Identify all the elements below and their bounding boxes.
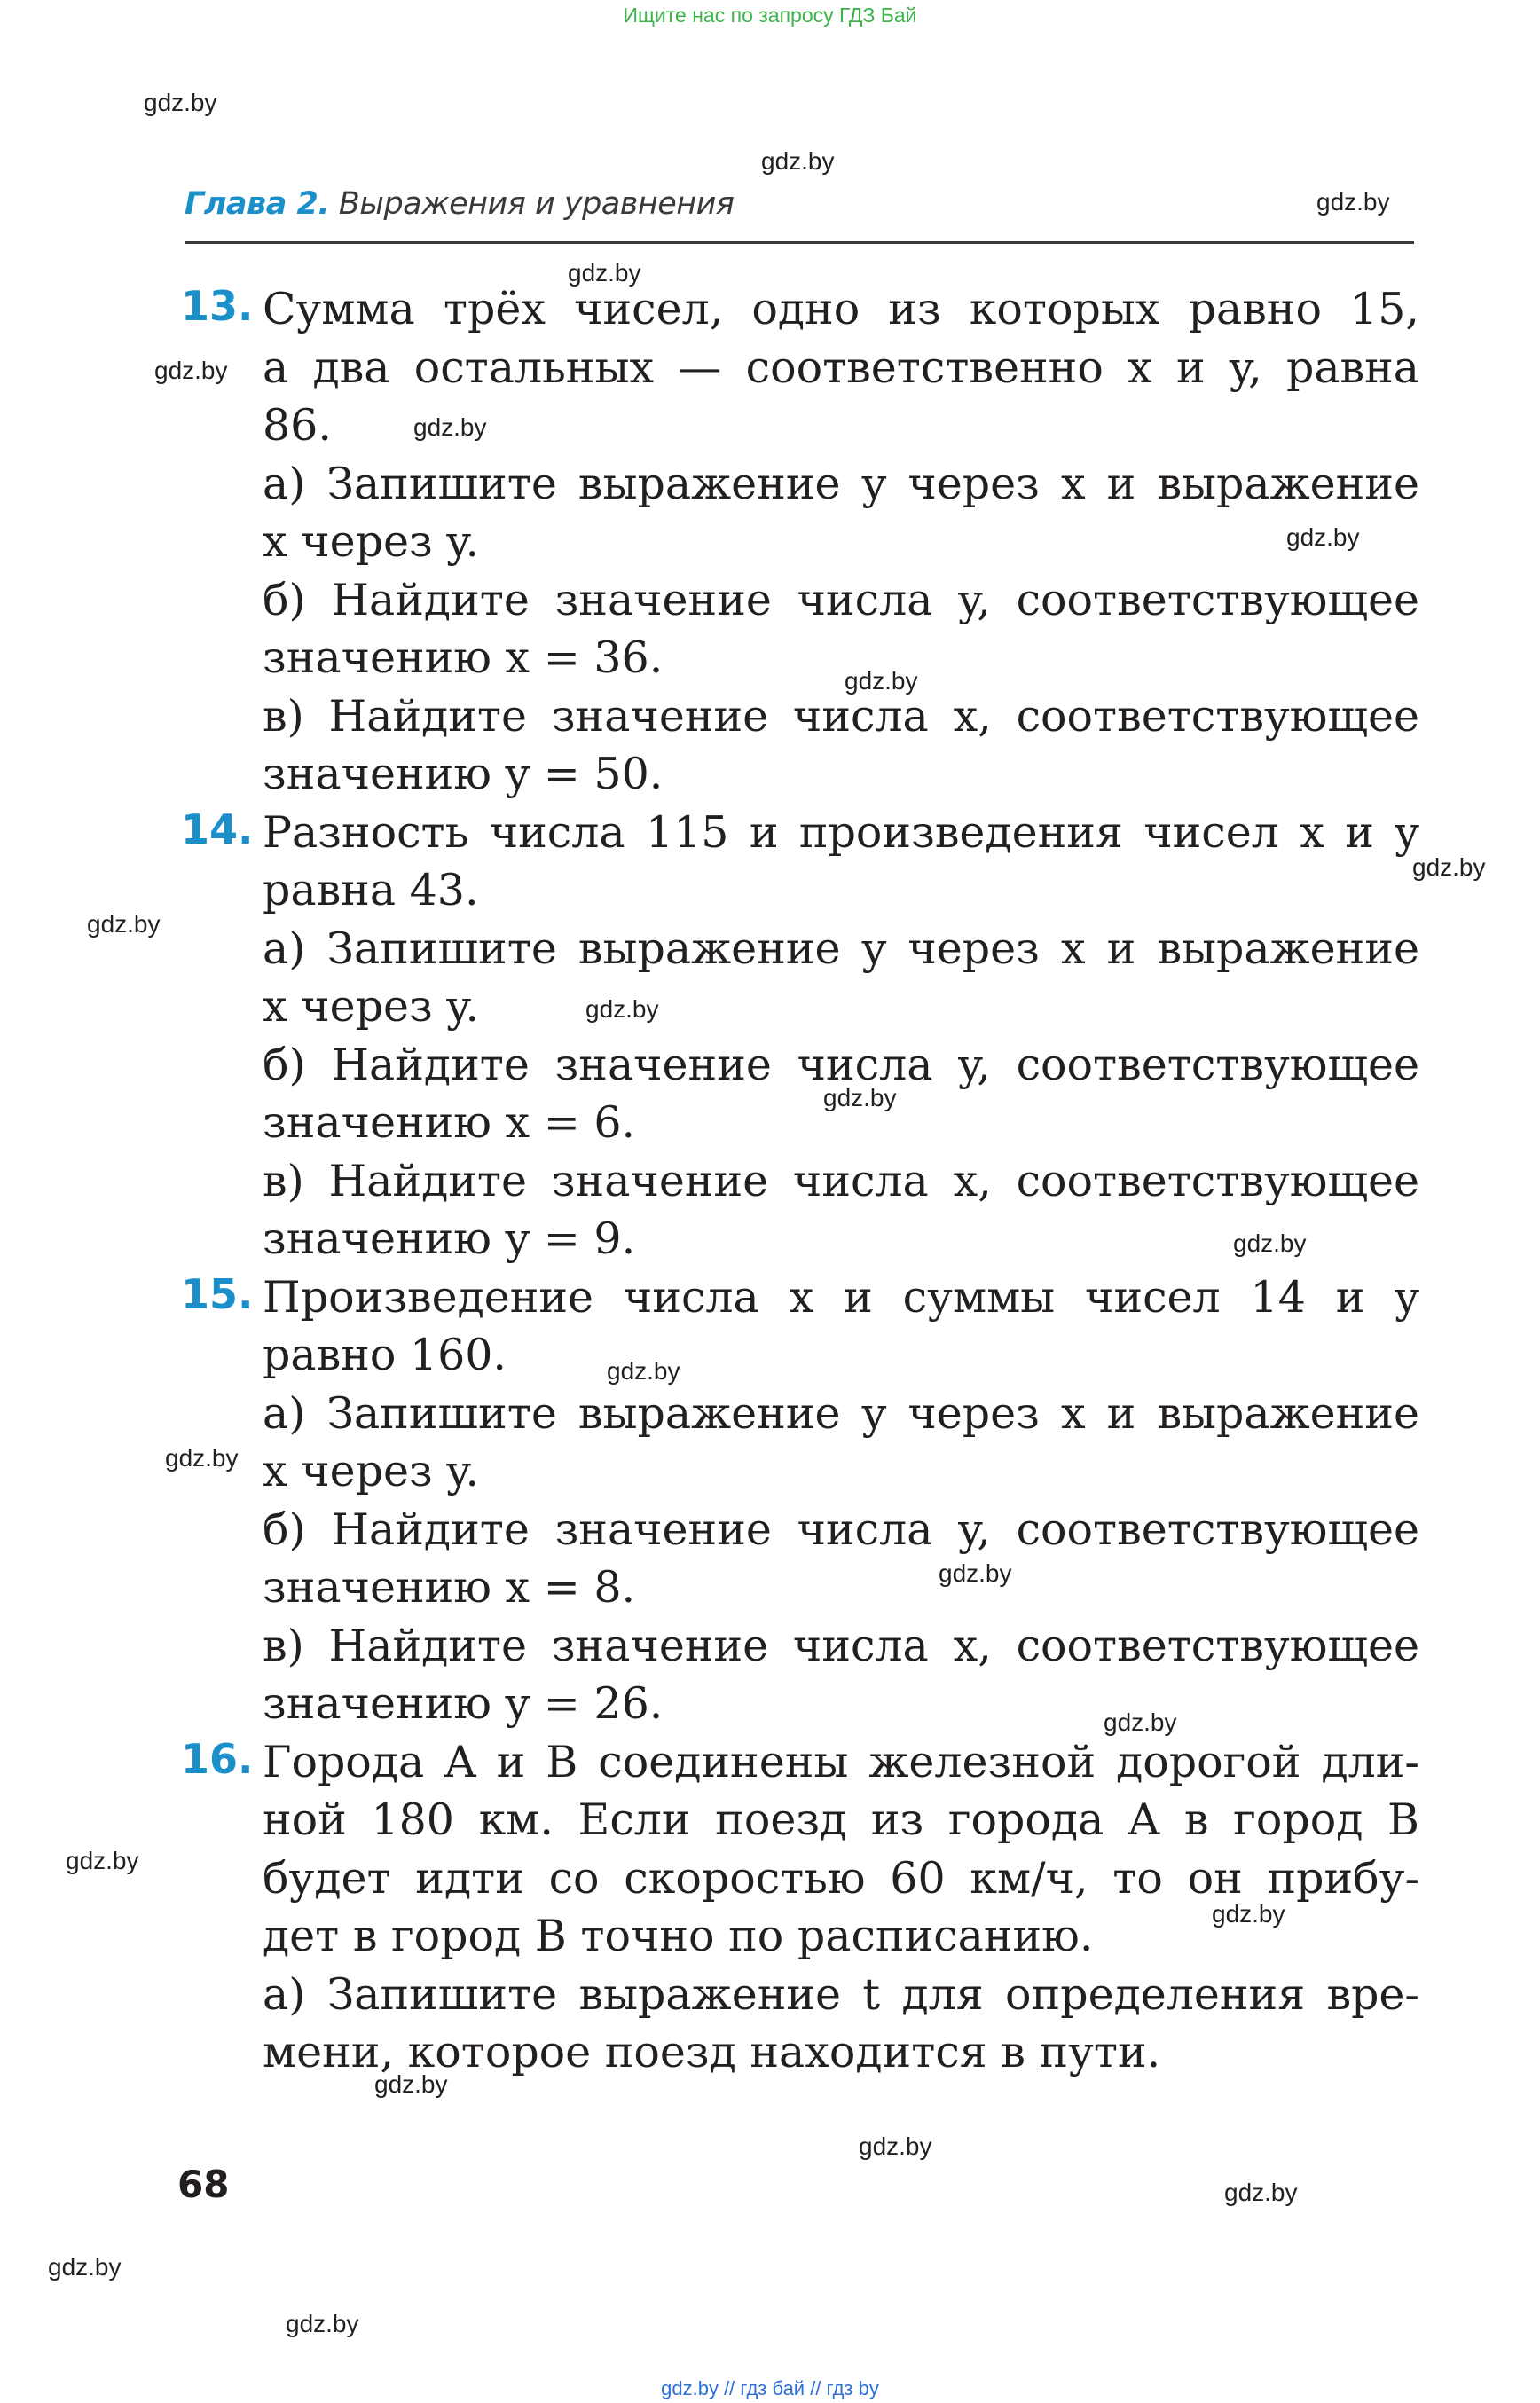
problem-line: б) Найдите значение числа y, соответствующее: [263, 1504, 1419, 1555]
watermark: gdz.by: [165, 1444, 239, 1472]
problem-line: будет идти со скоростью 60 км/ч, то он прибу-: [263, 1852, 1419, 1904]
problem-line: x через y.: [263, 981, 480, 1032]
problem-line: а) Запишите выражение t для определения вре-: [263, 1968, 1419, 2020]
problem-line: значению x = 8.: [263, 1562, 636, 1613]
problem-line: значению x = 36.: [263, 632, 664, 683]
problem-line: значению y = 50.: [263, 749, 664, 799]
watermark: gdz.by: [845, 667, 918, 695]
watermark: gdz.by: [823, 1084, 897, 1111]
problem-13: [177, 280, 1419, 804]
watermark: gdz.by: [585, 995, 659, 1023]
page-number: 68: [177, 2163, 230, 2206]
chapter-number: Глава 2.: [185, 186, 330, 222]
problem-line: б) Найдите значение числа y, соответствующее: [263, 574, 1419, 625]
problem-line: 86.: [263, 400, 332, 451]
problem-number: 15.: [181, 1269, 254, 1318]
watermark: gdz.by: [144, 89, 217, 116]
problem-line: Сумма трёх чисел, одно из которых равно 15,: [263, 284, 1419, 334]
problem-line: в) Найдите значение числа x, соответствующее: [263, 1155, 1419, 1206]
problem-line: а) Запишите выражение y через x и выражение: [263, 458, 1419, 509]
problem-line: а два остальных — соответственно x и y, равна: [263, 342, 1419, 393]
watermark: gdz.by: [1233, 1229, 1307, 1257]
problem-line: б) Найдите значение числа y, соответствующее: [263, 1039, 1419, 1090]
watermark: gdz.by: [568, 259, 641, 287]
problem-line: равна 43.: [263, 865, 479, 915]
problem-line: значению y = 9.: [263, 1213, 636, 1264]
problem-15: [177, 1268, 1419, 1733]
problem-line: а) Запишите выражение y через x и выражение: [263, 1387, 1419, 1439]
problem-line: значению x = 6.: [263, 1097, 636, 1148]
problem-line: Разность числа 115 и произведения чисел x и y: [263, 806, 1419, 858]
problem-line: мени, которое поезд находится в пути.: [263, 2027, 1161, 2077]
watermark: gdz.by: [1412, 853, 1486, 881]
problems-list: [177, 280, 1419, 2082]
watermark: gdz.by: [374, 2070, 448, 2098]
watermark: gdz.by: [87, 910, 161, 938]
watermark: gdz.by: [48, 2253, 122, 2281]
problem-line: дет в город B точно по расписанию.: [263, 1911, 1094, 1961]
problem-line: а) Запишите выражение y через x и выражение: [263, 923, 1419, 974]
bottom-banner: gdz.by // гдз бай // гдз by: [661, 2377, 879, 2399]
problem-line: x через y.: [263, 1446, 480, 1496]
chapter-header: [185, 185, 1414, 244]
watermark: gdz.by: [607, 1357, 680, 1385]
problem-line: в) Найдите значение числа x, соответствующее: [263, 690, 1419, 742]
watermark: gdz.by: [1212, 1900, 1285, 1928]
watermark: gdz.by: [761, 147, 835, 175]
chapter-title: [185, 186, 734, 222]
problem-number: 14.: [181, 805, 254, 853]
problem-line: ной 180 км. Если поезд из города A в город B: [263, 1794, 1419, 1845]
problem-number: 13.: [181, 282, 254, 330]
watermark: gdz.by: [939, 1559, 1012, 1587]
problem-line: Города A и B соединены железной дорогой дли-: [263, 1736, 1419, 1787]
watermark: gdz.by: [413, 413, 487, 441]
chapter-name: Выражения и уравнения: [338, 186, 735, 222]
problem-line: значению y = 26.: [263, 1678, 664, 1729]
problem-line: x через y.: [263, 516, 480, 567]
problem-number: 16.: [181, 1734, 254, 1783]
problem-14: [177, 804, 1419, 1268]
watermark: gdz.by: [1316, 188, 1390, 216]
watermark: gdz.by: [286, 2310, 359, 2337]
watermark: gdz.by: [66, 1847, 139, 1874]
watermark: gdz.by: [1286, 523, 1360, 551]
watermark: gdz.by: [154, 357, 228, 384]
problem-line: Произведение числа x и суммы чисел 14 и y: [263, 1271, 1419, 1323]
top-banner: Ищите нас по запросу ГДЗ Бай: [623, 4, 917, 27]
watermark: gdz.by: [1104, 1708, 1177, 1736]
problem-line: в) Найдите значение числа x, соответствующее: [263, 1620, 1419, 1671]
watermark: gdz.by: [859, 2132, 932, 2160]
problem-line: равно 160.: [263, 1330, 507, 1380]
watermark: gdz.by: [1224, 2179, 1298, 2206]
